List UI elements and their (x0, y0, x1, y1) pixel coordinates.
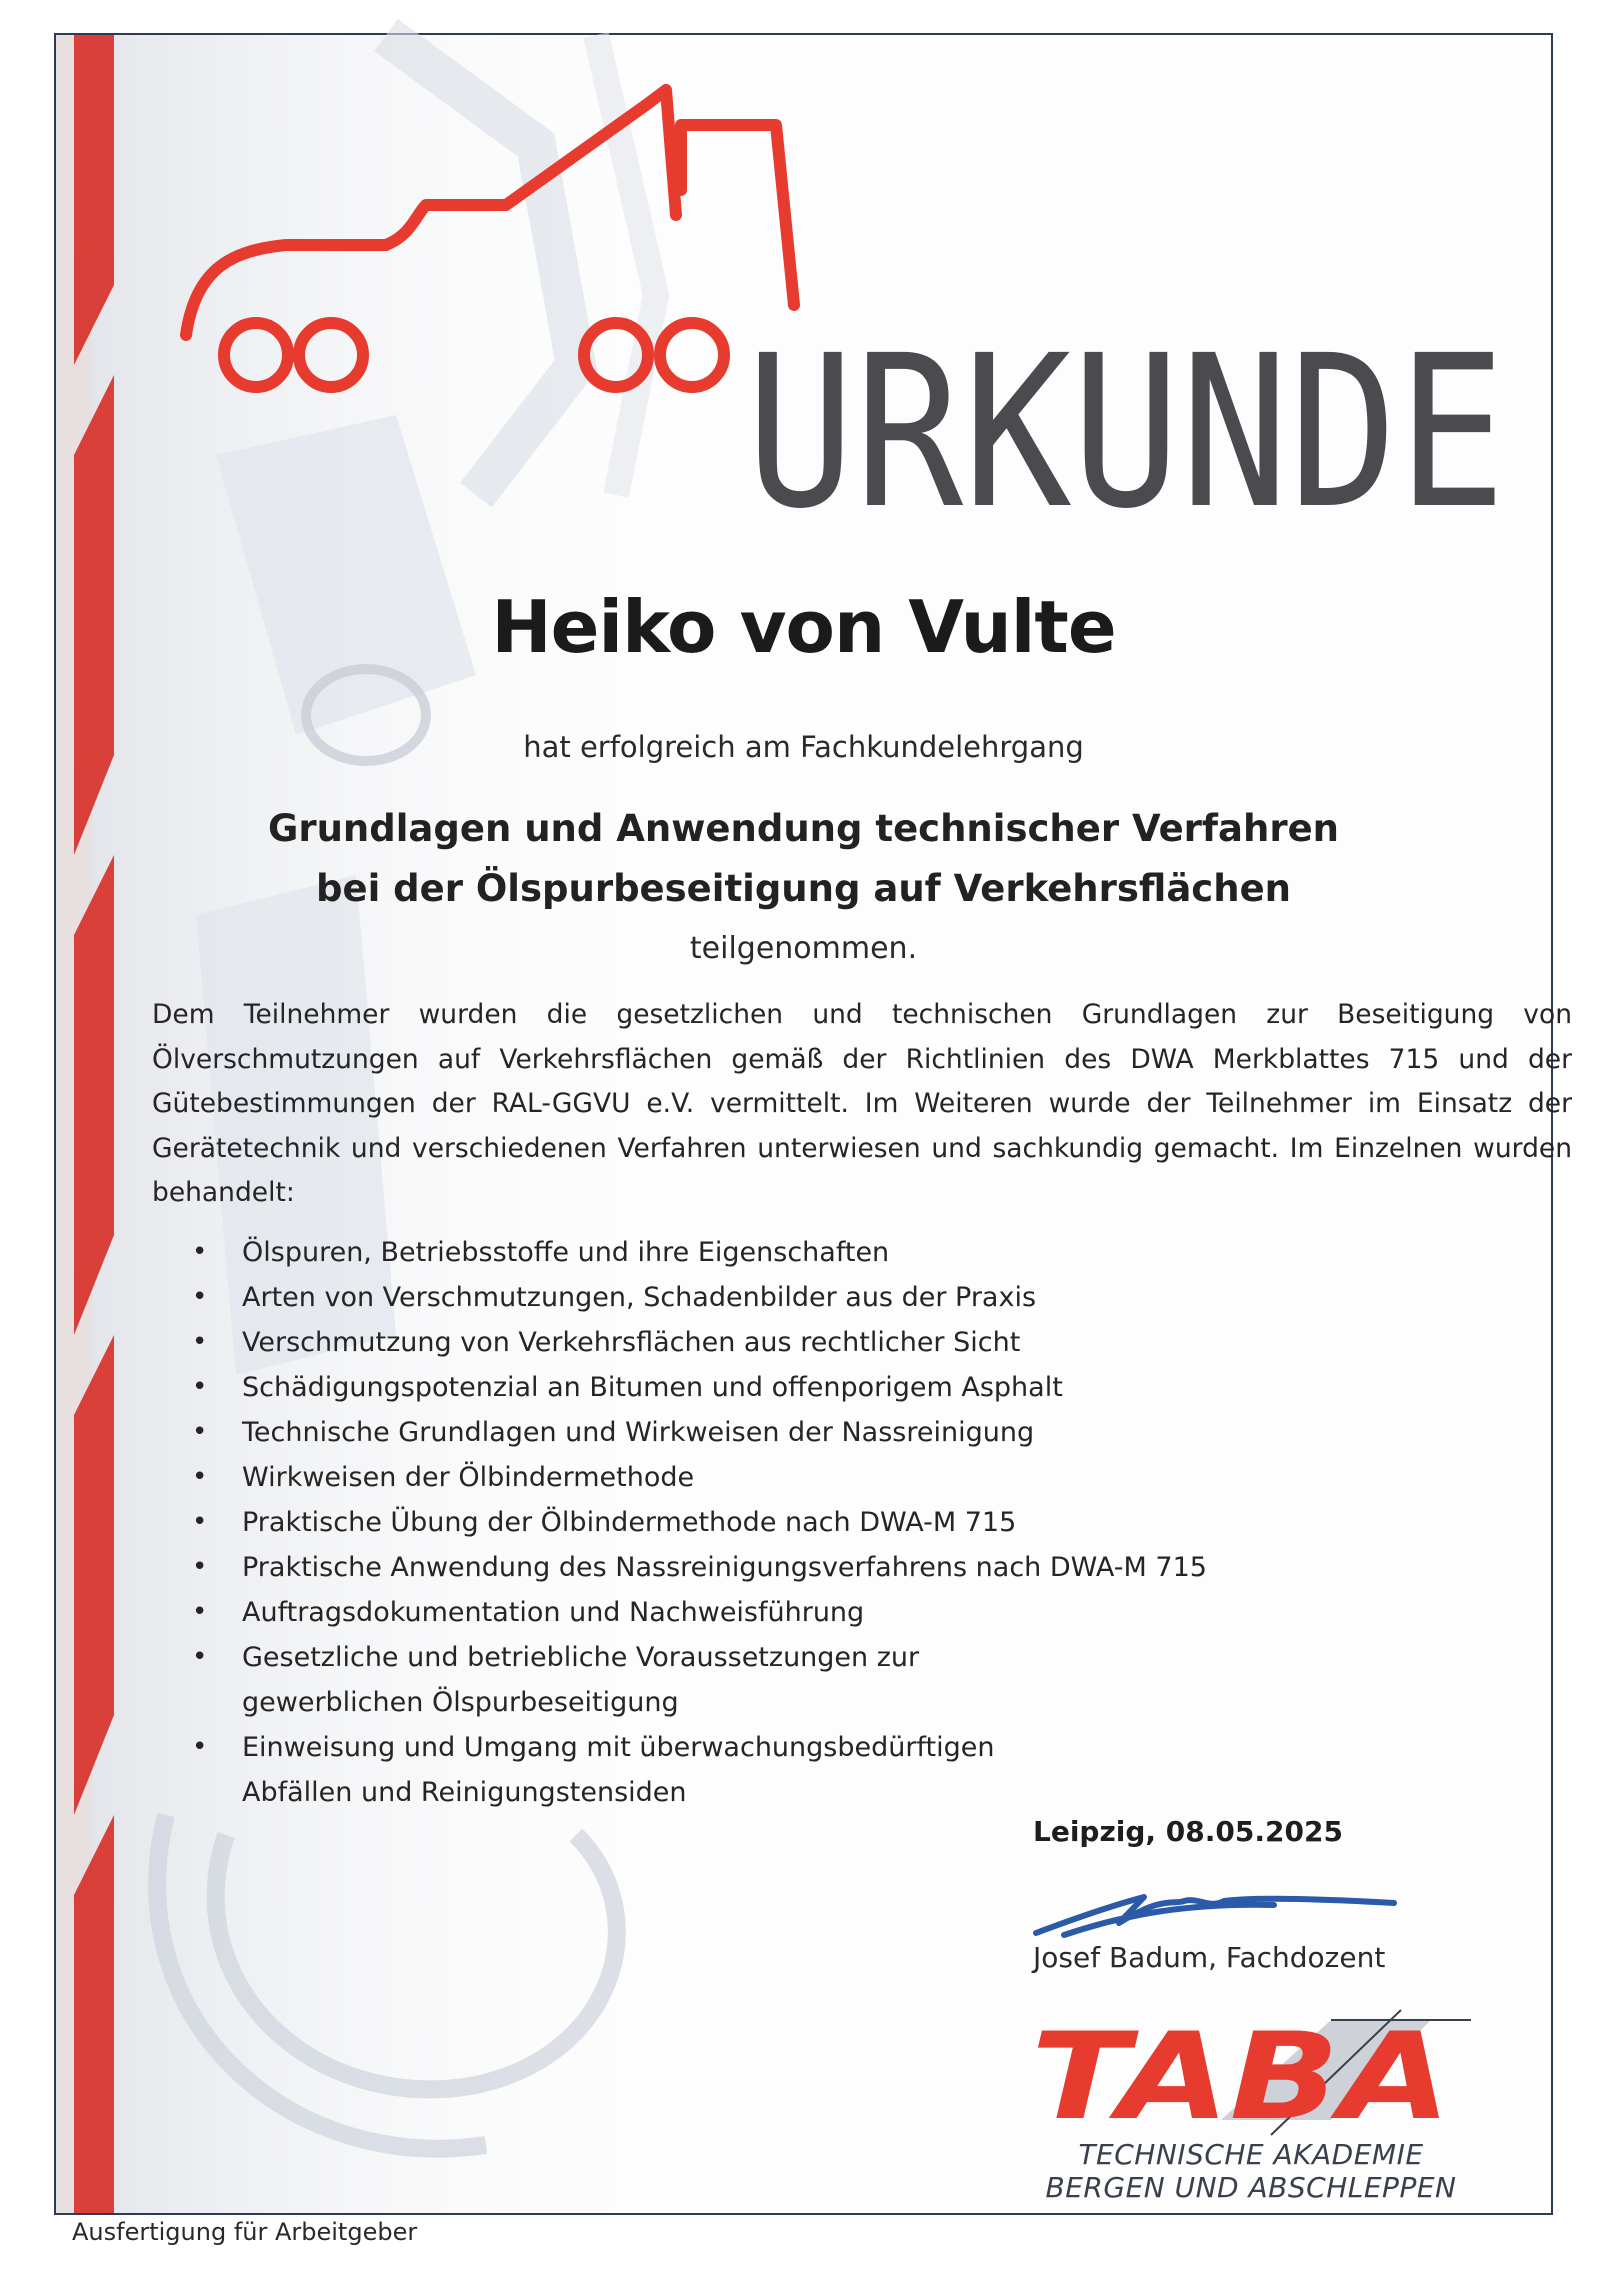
topic-item (152, 1545, 1252, 1590)
certificate-frame (54, 33, 1572, 2215)
topic-text: Ölspuren, Betriebsstoffe und ihre Eigenschaften (242, 1237, 890, 1268)
copy-note: Ausfertigung für Arbeitgeber (72, 2218, 418, 2246)
bullet-icon: • (192, 1597, 208, 1627)
topic-item (152, 1320, 1252, 1365)
topic-item (152, 1725, 1252, 1815)
bullet-icon: • (192, 1372, 208, 1402)
bullet-icon: • (192, 1732, 208, 1762)
topic-text: Praktische Übung der Ölbindermethode nach DWA-M 715 (242, 1507, 1017, 1538)
topic-text: Auftragsdokumentation und Nachweisführung (242, 1597, 865, 1628)
topic-text: Einweisung und Umgang mit überwachungsbedürftigen (242, 1732, 995, 1763)
organization-name-line1: TECHNISCHE AKADEMIE (1078, 2138, 1424, 2171)
topic-item (152, 1365, 1252, 1410)
signer-name: Josef Badum, Fachdozent (1033, 1941, 1386, 1974)
topic-text: Abfällen und Reinigungstensiden (242, 1777, 687, 1808)
taba-logo (1031, 2010, 1471, 2150)
topic-item (152, 1410, 1252, 1455)
topic-text: Verschmutzung von Verkehrsflächen aus rechtlicher Sicht (242, 1327, 1021, 1358)
topic-item (152, 1230, 1252, 1275)
topic-text: Technische Grundlagen und Wirkweisen der Nassreinigung (242, 1417, 1035, 1448)
signature (1024, 1875, 1404, 1945)
topic-text: Arten von Verschmutzungen, Schadenbilder aus der Praxis (242, 1282, 1037, 1313)
outro-text: teilgenommen. (689, 931, 918, 966)
intro-text: hat erfolgreich am Fachkundelehrgang (523, 730, 1084, 764)
topic-text: Wirkweisen der Ölbindermethode (242, 1462, 695, 1493)
topic-text: Gesetzliche und betriebliche Voraussetzungen zur (242, 1642, 920, 1673)
svg-text:TABA: TABA (1031, 2008, 1451, 2147)
topic-text: gewerblichen Ölspurbeseitigung (242, 1687, 679, 1718)
topic-item (152, 1275, 1252, 1320)
bullet-icon: • (192, 1282, 208, 1312)
bullet-icon: • (192, 1417, 208, 1447)
topic-item (152, 1635, 1252, 1725)
bullet-icon: • (192, 1552, 208, 1582)
topics-list (152, 1230, 1252, 1815)
topic-item (152, 1455, 1252, 1500)
bullet-icon: • (192, 1507, 208, 1537)
bullet-icon: • (192, 1237, 208, 1267)
place-and-date: Leipzig, 08.05.2025 (1033, 1815, 1343, 1848)
organization-name-line2: BERGEN UND ABSCHLEPPEN (1045, 2171, 1457, 2204)
svg-text:URKUNDE: URKUNDE (746, 310, 1506, 555)
certificate-title (746, 305, 1516, 555)
topic-text: Schädigungspotenzial an Bitumen und offenporigem Asphalt (242, 1372, 1063, 1403)
topic-item (152, 1590, 1252, 1635)
course-title-line1: Grundlagen und Anwendung technischer Verfahren (267, 807, 1340, 850)
bullet-icon: • (192, 1642, 208, 1672)
bullet-icon: • (192, 1327, 208, 1357)
bullet-icon: • (192, 1462, 208, 1492)
recipient-name: Heiko von Vulte (491, 585, 1116, 669)
course-title-line2: bei der Ölspurbeseitigung auf Verkehrsflächen (315, 867, 1292, 910)
description-paragraph: Dem Teilnehmer wurden die gesetzlichen und technischen Grundlagen zur Beseitigung von Ölverschmutzungen auf Verkehrsflächen gemäß der Richtlinien des DWA Merkblattes 715 und der Gütebestimmungen der RAL-GGVU e.V. vermittelt. Im Weiteren wurde der Teilnehmer im Einsatz der Gerätetechnik und verschiedenen Verfahren unterwiesen und sachkundig gemacht. Im Einzelnen wurden behandelt: (152, 999, 1572, 1208)
topic-item (152, 1500, 1252, 1545)
topic-text: Praktische Anwendung des Nassreinigungsverfahrens nach DWA-M 715 (242, 1552, 1207, 1583)
